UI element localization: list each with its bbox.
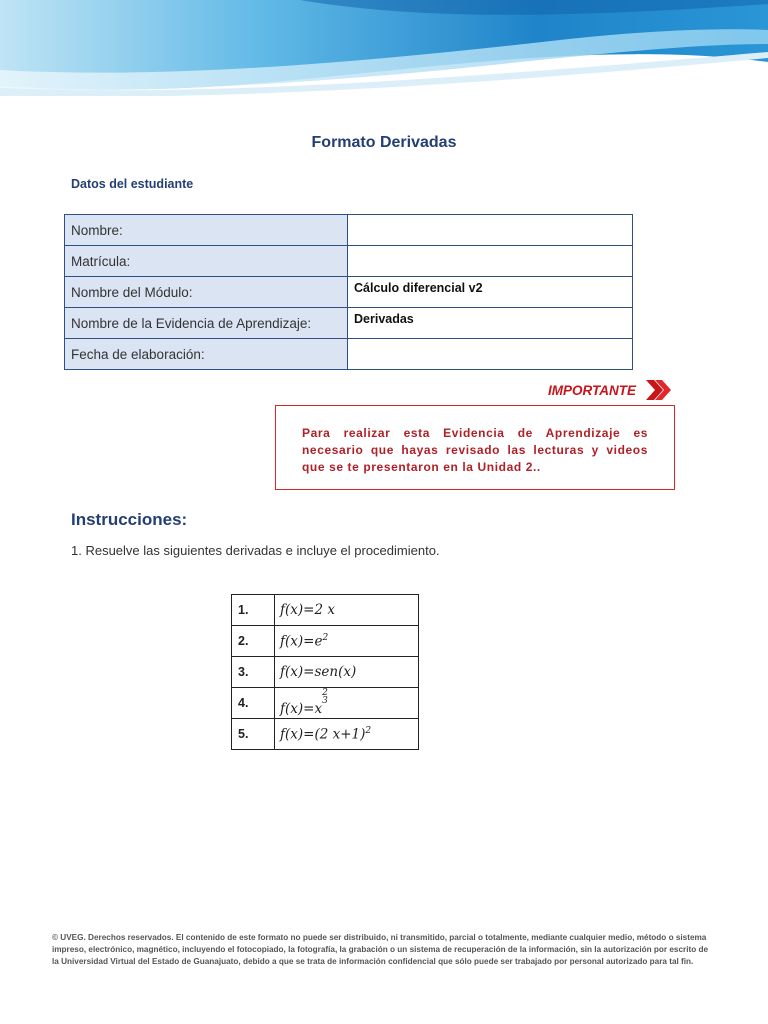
row-label: Nombre de la Evidencia de Aprendizaje: bbox=[65, 308, 348, 339]
table-row bbox=[232, 688, 419, 719]
table-row bbox=[232, 595, 419, 626]
item-number: 4. bbox=[232, 688, 275, 719]
evidence-field[interactable]: Derivadas bbox=[348, 308, 633, 339]
student-data-table bbox=[64, 214, 633, 370]
page-title: Formato Derivadas bbox=[311, 134, 457, 151]
row-label: Nombre del Módulo: bbox=[65, 277, 348, 308]
math-expression: f(x)=(2 x+1)$^2$ bbox=[275, 719, 419, 750]
matricula-field[interactable] bbox=[348, 246, 633, 277]
table-row bbox=[65, 308, 633, 339]
math-expression: $f(x)=e^2$ bbox=[275, 626, 419, 657]
table-row bbox=[65, 246, 633, 277]
derivatives-table bbox=[231, 594, 419, 750]
date-field[interactable] bbox=[348, 339, 633, 370]
row-label: Matrícula: bbox=[65, 246, 348, 277]
table-row bbox=[232, 719, 419, 750]
row-label: Fecha de elaboración: bbox=[65, 339, 348, 370]
copyright-footer: © UVEG. Derechos reservados. El contenido de este formato no puede ser distribuido, ni transmitido, parcial o totalmente, mediante cualquier medio, método o sistema impreso, electrónico, magnético, incluyendo el fotocopiado, la fotografía, la grabación o un sistema de recuperación de la información, sin la autorización por escrito de la Universidad Virtual del Estado de Guanajuato, debido a que se trata de información confidencial que sólo puede ser trabajado por personal autorizado para tal fin. bbox=[52, 933, 709, 966]
table-row bbox=[232, 657, 419, 688]
row-label: Nombre: bbox=[65, 215, 348, 246]
table-row bbox=[65, 339, 633, 370]
name-field[interactable] bbox=[348, 215, 633, 246]
table-row bbox=[65, 277, 633, 308]
double-chevron-right-icon bbox=[644, 378, 672, 402]
section-label: Datos del estudiante bbox=[71, 177, 194, 191]
important-label: IMPORTANTE bbox=[548, 383, 637, 398]
math-expression: f(x)=sen(x) bbox=[275, 657, 419, 688]
item-number: 5. bbox=[232, 719, 275, 750]
important-notice-box bbox=[275, 405, 675, 490]
math-expression: $f(x)=x^{2 3}$ bbox=[275, 688, 419, 719]
item-number: 3. bbox=[232, 657, 275, 688]
important-notice-text: Para realizar esta Evidencia de Aprendizaje es necesario que hayas revisado las lecturas y videos que se te presentaron en la Unidad 2.. bbox=[302, 426, 648, 474]
module-field[interactable]: Cálculo diferencial v2 bbox=[348, 277, 633, 308]
instructions-heading: Instrucciones: bbox=[71, 510, 188, 529]
math-expression: f(x)=2 x bbox=[275, 595, 419, 626]
item-number: 2. bbox=[232, 626, 275, 657]
header-banner bbox=[0, 0, 768, 96]
item-number: 1. bbox=[232, 595, 275, 626]
table-row bbox=[65, 215, 633, 246]
instructions-text: 1. Resuelve las siguientes derivadas e incluye el procedimiento. bbox=[71, 543, 440, 558]
table-row bbox=[232, 626, 419, 657]
